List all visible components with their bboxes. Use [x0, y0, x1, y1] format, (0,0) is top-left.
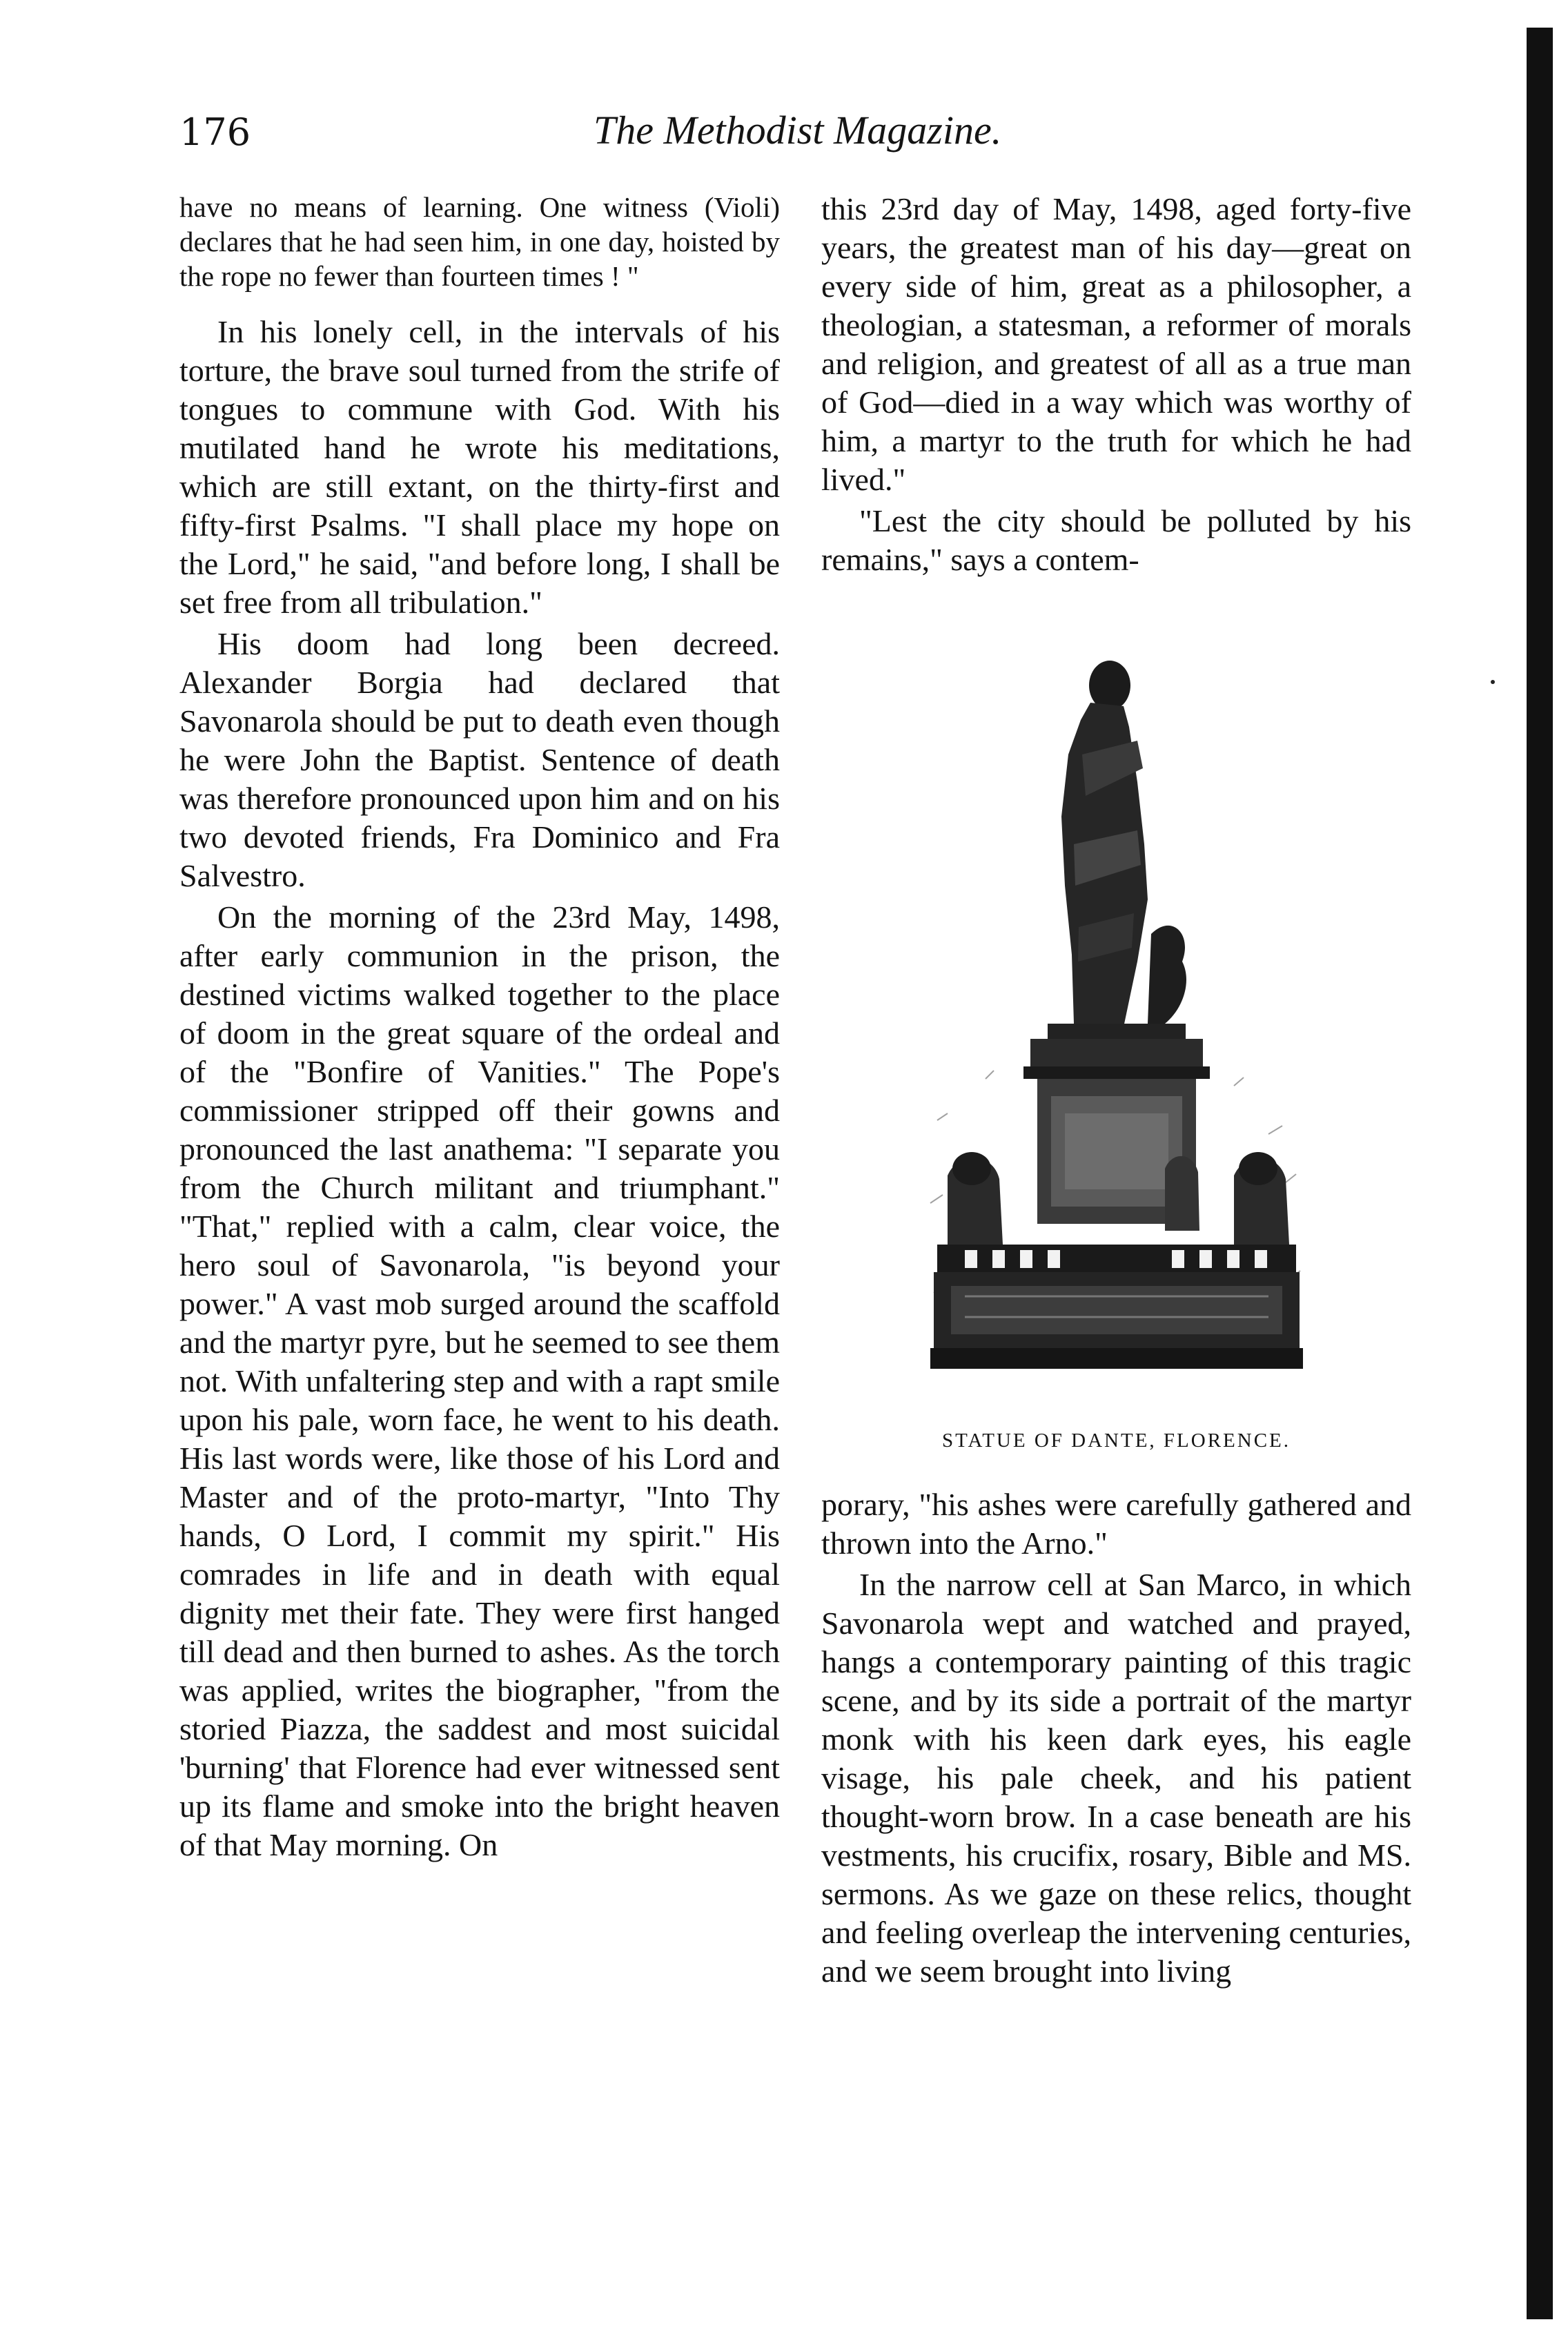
- print-speck: [1491, 680, 1495, 684]
- figure: [821, 637, 1411, 1452]
- paragraph: On the morning of the 23rd May, 1498, after early communion in the prison, the destined victims walked together to the place of doom in the great square of the ordeal and of the "Bonfire of Vanities." The Pope's commissioner stripped off their gowns and pronounced the last anathema: "I separate you from the Church militant and triumphant." "That," replied with a calm, clear voice, the hero soul of Savonarola, "is beyond your power." A vast mob surged around the scaffold and the martyr pyre, but he seemed to see them not. With unfaltering step and with a rapt smile upon his pale, worn face, he went to his death. His last words were, like those of his Lord and Master and of the proto-martyr, "Into Thy hands, O Lord, I commit my spirit." His comrades in life and in death with equal dignity met their fate. They were first hanged till dead and then burned to ashes. As the torch was applied, writes the biographer, "from the storied Piazza, the saddest and most suicidal 'burning' that Florence had ever witnessed sent up its flame and smoke into the bright heaven of that May morning. On: [179, 899, 780, 1862]
- running-title: The Methodist Magazine.: [594, 108, 1002, 153]
- paragraph: In the narrow cell at San Marco, in which Savonarola wept and watched and prayed, hangs a contemporary painting of this tragic scene, and by its side a portrait of the martyr monk with his keen dark eyes, his eagle visage, his pale cheek, and his patient thought-worn brow. In a case beneath are his vestments, his crucifix, rosary, Bible and MS. sermons. As we gaze on these relics, thought and feeling overleap the intervening centuries, and we seem brought into living: [821, 1567, 1411, 1989]
- quote-continuation: have no means of learning. One witness (Violi) declares that he had seen him, in one day, hoisted by the rope no fewer than fourteen times ! ": [179, 191, 780, 292]
- page-edge-shadow: [1527, 28, 1553, 2319]
- paragraph: His doom had long been decreed. Alexander Borgia had declared that Savonarola should be put to death even though he were John the Baptist. Sentence of death was therefore pronounced upon him and on his two devoted friends, Fra Dominico and Fra Salvestro.: [179, 626, 780, 893]
- paragraph: this 23rd day of May, 1498, aged forty-five years, the greatest man of his day—great on every side of him, great as a philosopher, a theologian, a statesman, a reformer of morals and religion, and greatest of all as a true man of God—died in a way which was worthy of him, a martyr to the truth for which he had lived.": [821, 191, 1411, 497]
- dante-statue-illustration: [910, 637, 1324, 1410]
- page-number: 176: [179, 110, 251, 154]
- paragraph: porary, "his ashes were carefully gathered and thrown into the Arno.": [821, 1487, 1411, 1561]
- figure-caption: STATUE OF DANTE, FLORENCE.: [941, 1430, 1291, 1452]
- left-column: [179, 190, 780, 1864]
- paragraph: In his lonely cell, in the intervals of his torture, the brave soul turned from the strife of tongues to commune with God. With his mutilated hand he wrote his meditations, which are still extant, on the thirty-first and fifty-first Psalms. "I shall place my hope on the Lord," he said, "and before long, I shall be set free from all tribulation.": [179, 314, 780, 620]
- right-column: [821, 190, 1411, 1991]
- paragraph: "Lest the city should be polluted by his remains," says a contem-: [821, 503, 1411, 577]
